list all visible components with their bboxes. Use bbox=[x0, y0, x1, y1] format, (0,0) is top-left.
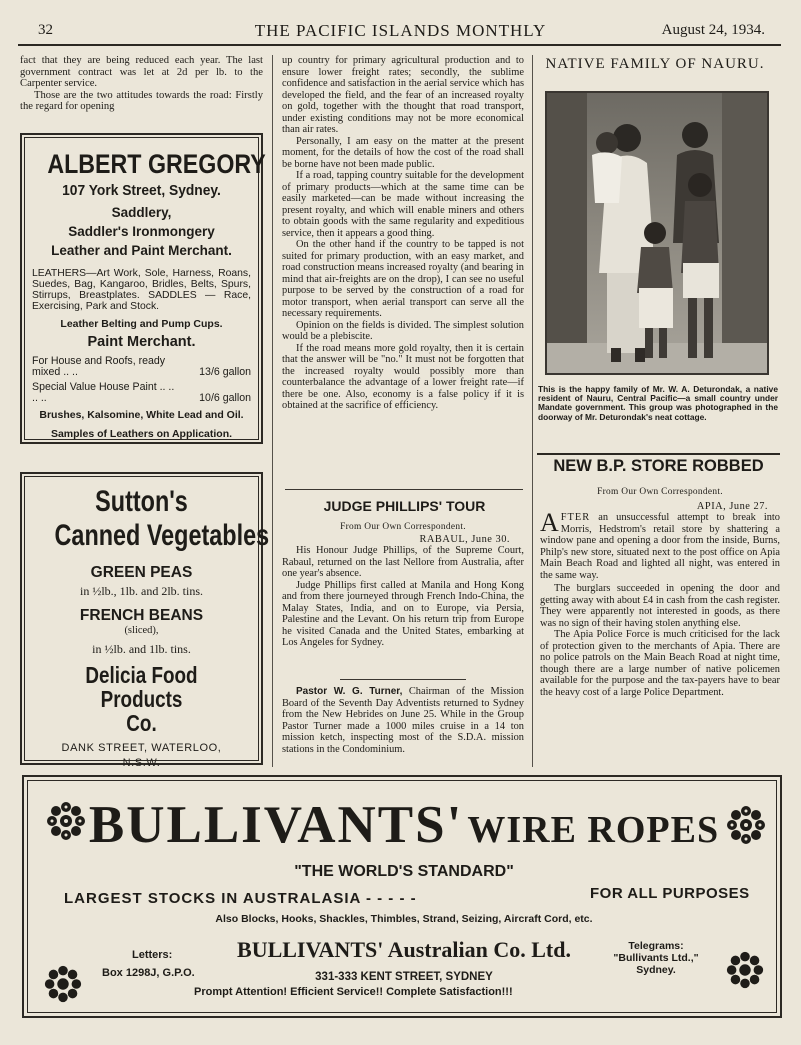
company-street: 331-333 KENT STREET, SYDNEY bbox=[315, 971, 493, 983]
peas-sizes: in ½lb., 1lb. and 2lb. tins. bbox=[80, 584, 203, 598]
paint-heading: Paint Merchant. bbox=[87, 334, 196, 350]
page-number: 32 bbox=[38, 22, 53, 38]
header-rule bbox=[18, 44, 781, 46]
drop-cap: A bbox=[540, 508, 559, 537]
advertiser-address: 107 York Street, Sydney. bbox=[62, 182, 221, 199]
price-row bbox=[32, 356, 251, 378]
photo-caption: This is the happy family of Mr. W. A. Deturondak, a native resident of Nauru, Central Pacific—a small country under Mandate government. This group was photographed in the doorway of Mr. Deturondak's neat cottage. bbox=[538, 384, 778, 422]
beans-note: (sliced), bbox=[124, 625, 159, 636]
nauru-family-photo bbox=[545, 91, 769, 375]
turner-name: Pastor W. G. Turner, bbox=[296, 686, 403, 697]
belting-line: Leather Belting and Pump Cups. bbox=[60, 318, 223, 330]
paragraph: The burglars succeeded in opening the door and getting away with about £4 in cash from the cash register. They were apparently not interested in goods, as there was no sign of their having stolen anything else. bbox=[540, 583, 780, 629]
bp-store-article bbox=[540, 487, 780, 698]
road-article bbox=[282, 55, 524, 412]
byline: From Our Own Correspondent. bbox=[597, 487, 723, 497]
product-name: WIRE ROPES bbox=[467, 809, 720, 851]
brand-name: BULLIVANTS' bbox=[88, 796, 464, 854]
company-name: Delicia Food Products bbox=[85, 662, 198, 712]
turner-text: Chairman of the Mission Board of the Seventh Day Adventists returned to Sydney from the New Hebrides on June 25. While in the Group Pastor Turner made a 1000 miles cruise in a 14 ton mission ketch, inspecting most of the S.D.A. mission stations in the Condominium. bbox=[282, 686, 524, 755]
beans-sizes: in ½lb. and 1lb. tins. bbox=[92, 642, 191, 656]
price-label: For House and Roofs, ready mixed .. .. bbox=[32, 355, 166, 378]
paragraph: The Apia Police Force is much criticised for the lack of protection given to the merchants of Apia. There are no police patrols on the Main Beach Road at night time, though there are a large number of native policemen available for the purpose and the tax-payers have to bear the heavy cost of a large Police Department. bbox=[540, 629, 780, 698]
bullivants-headline bbox=[24, 795, 784, 855]
leathers-list: LEATHERS—Art Work, Sole, Harness, Roans, Suedes, Bag, Kangaroo, Bridles, Belts, Spurs, Stirrups, Breastplates. SADDLES — Race, Exercising, Park and Stock. bbox=[32, 268, 251, 312]
product-peas: GREEN PEAS bbox=[90, 564, 193, 581]
paragraph: Those are the two attitudes towards the road: Firstly the regard for opening bbox=[20, 89, 263, 113]
suttons-advertisement bbox=[20, 472, 270, 769]
also-stocked: Also Blocks, Hooks, Shackles, Thimbles, Strand, Seizing, Aircraft Cord, etc. bbox=[215, 913, 593, 925]
dateline: RABAUL, June 30. bbox=[419, 533, 510, 545]
column-divider bbox=[532, 55, 533, 767]
product-beans: FRENCH BEANS bbox=[79, 607, 204, 624]
paragraph: On the other hand if the country to be tapped is not suited for primary production, with an easy market, and road construction means increased royalty (and bearing in mind that air-freights are on the drop), I can see no useful purpose to be served by the construction of a road for motor transport, when aerial transport can serve all the necessary requirements. bbox=[282, 239, 524, 319]
company-street: DANK STREET, WATERLOO, bbox=[61, 742, 222, 754]
ad-line: Saddlery, bbox=[111, 205, 172, 220]
bullivants-advertisement bbox=[22, 775, 782, 1018]
company-suffix: Co. bbox=[126, 710, 157, 736]
column-divider bbox=[272, 55, 273, 767]
byline: From Our Own Correspondent. bbox=[340, 522, 466, 532]
rosette-icon bbox=[42, 963, 84, 1005]
section-rule bbox=[340, 679, 466, 680]
paragraph: Judge Phillips first called at Manila and Hong Kong and from there journeyed through French Indo-China, the Malay States, India, and on to Europe, via Persia, Palestine and the Levant. On his return trip from Europe he visited Canada and the United States, embarking at Los Angeles for Sydney. bbox=[282, 579, 524, 648]
product-name: Canned Vegetables bbox=[54, 519, 270, 552]
telegrams-block bbox=[596, 940, 716, 976]
judge-phillips-headline: JUDGE PHILLIPS' TOUR bbox=[323, 498, 486, 514]
letters-label: Letters: bbox=[132, 949, 173, 961]
company-state: N.S.W. bbox=[122, 757, 161, 769]
postal-box: Box 1298J, G.P.O. bbox=[102, 967, 195, 979]
brushes-line: Brushes, Kalsomine, White Lead and Oil. bbox=[39, 409, 244, 421]
price-label: Special Value House Paint .. .. .. .. bbox=[32, 381, 175, 404]
all-purposes: FOR ALL PURPOSES bbox=[590, 885, 750, 902]
paragraph: If the road means more gold royalty, then it is certain that the answer will be "no." It must not be forgotten that the increased royalty would possibly more than counterbalance the advantage of a lower freight rate—if there be one. Also, economy is a false policy if it is obtained at the sacrifice of efficiency. bbox=[282, 342, 524, 411]
telegrams-address: "Bullivants Ltd.," bbox=[613, 952, 699, 964]
slogan: "THE WORLD'S STANDARD" bbox=[294, 863, 514, 880]
nauru-headline: NATIVE FAMILY OF NAURU. bbox=[545, 56, 765, 72]
brand-name: Sutton's bbox=[95, 485, 188, 518]
albert-gregory-advertisement bbox=[20, 133, 266, 444]
judge-phillips-article bbox=[282, 522, 524, 649]
price-value: 10/6 gallon bbox=[199, 392, 251, 404]
first-word: FTER bbox=[560, 512, 591, 523]
publication-title: THE PACIFIC ISLANDS MONTHLY bbox=[254, 21, 547, 40]
price-row bbox=[32, 382, 251, 404]
issue-date: August 24, 1934. bbox=[661, 22, 765, 38]
paragraph: His Honour Judge Phillips, of the Supreme Court, Rabaul, returned on the last Nellore from Australia, after one year's absence. bbox=[282, 545, 524, 579]
advertiser-name: ALBERT GREGORY bbox=[47, 149, 266, 179]
pastor-turner-item bbox=[282, 686, 524, 755]
telegrams-label: Telegrams: bbox=[628, 940, 684, 952]
column-one-text bbox=[20, 55, 263, 113]
price-value: 13/6 gallon bbox=[199, 366, 251, 378]
company-name: BULLIVANTS' Australian Co. Ltd. bbox=[237, 937, 571, 962]
largest-stocks: LARGEST STOCKS IN AUSTRALASIA - - - - - bbox=[64, 890, 417, 907]
ad-line: Saddler's Ironmongery bbox=[68, 224, 215, 239]
dateline: APIA, June 27. bbox=[696, 500, 768, 512]
ad-line: Leather and Paint Merchant. bbox=[51, 243, 232, 258]
paragraph: Opinion on the fields is divided. The simplest solution would be a plebiscite. bbox=[282, 319, 524, 342]
paragraph-text: an unsuccessful attempt to break into Morris, Hedstrom's retail store by shattering a window pane and opening a door from the inside, Burns, Philp's new store, situated next to the post office on Apia Main Beach Road and lighted all night, was entered in the same way. bbox=[540, 512, 780, 581]
paragraph: Personally, I am easy on the matter at the present moment, for the details of how the cost of the road shall be borne have not been made public. bbox=[282, 135, 524, 170]
paragraph: fact that they are being reduced each year. The last government contract was let at 2d per lb. to the Carpenter service. bbox=[20, 55, 263, 90]
paragraph: up country for primary agricultural production and to ensure lower freight rates; secondly, the sublime confidence and satisfaction in the aerial service which has developed the field, and the fear of an increased royalty on gold, together with the thought that road transport, under existing conditions may not be more economical than air rates. bbox=[282, 55, 524, 135]
paragraph: If a road, tapping country suitable for the development of primary products—which at the same time can be easily marketed—can be made without increasing the present royalty, and which will enable miners and others to obtain goods with the same regularity and expeditious service, then it appears a good thing. bbox=[282, 170, 524, 239]
photo-illustration bbox=[547, 93, 767, 373]
telegrams-city: Sydney. bbox=[636, 964, 676, 976]
bp-store-headline: NEW B.P. STORE ROBBED bbox=[537, 453, 780, 476]
samples-line: Samples of Leathers on Application. bbox=[50, 427, 233, 440]
section-rule bbox=[285, 489, 523, 490]
service-tagline: Prompt Attention! Efficient Service!! Complete Satisfaction!!! bbox=[194, 986, 513, 998]
page-header bbox=[0, 0, 801, 48]
